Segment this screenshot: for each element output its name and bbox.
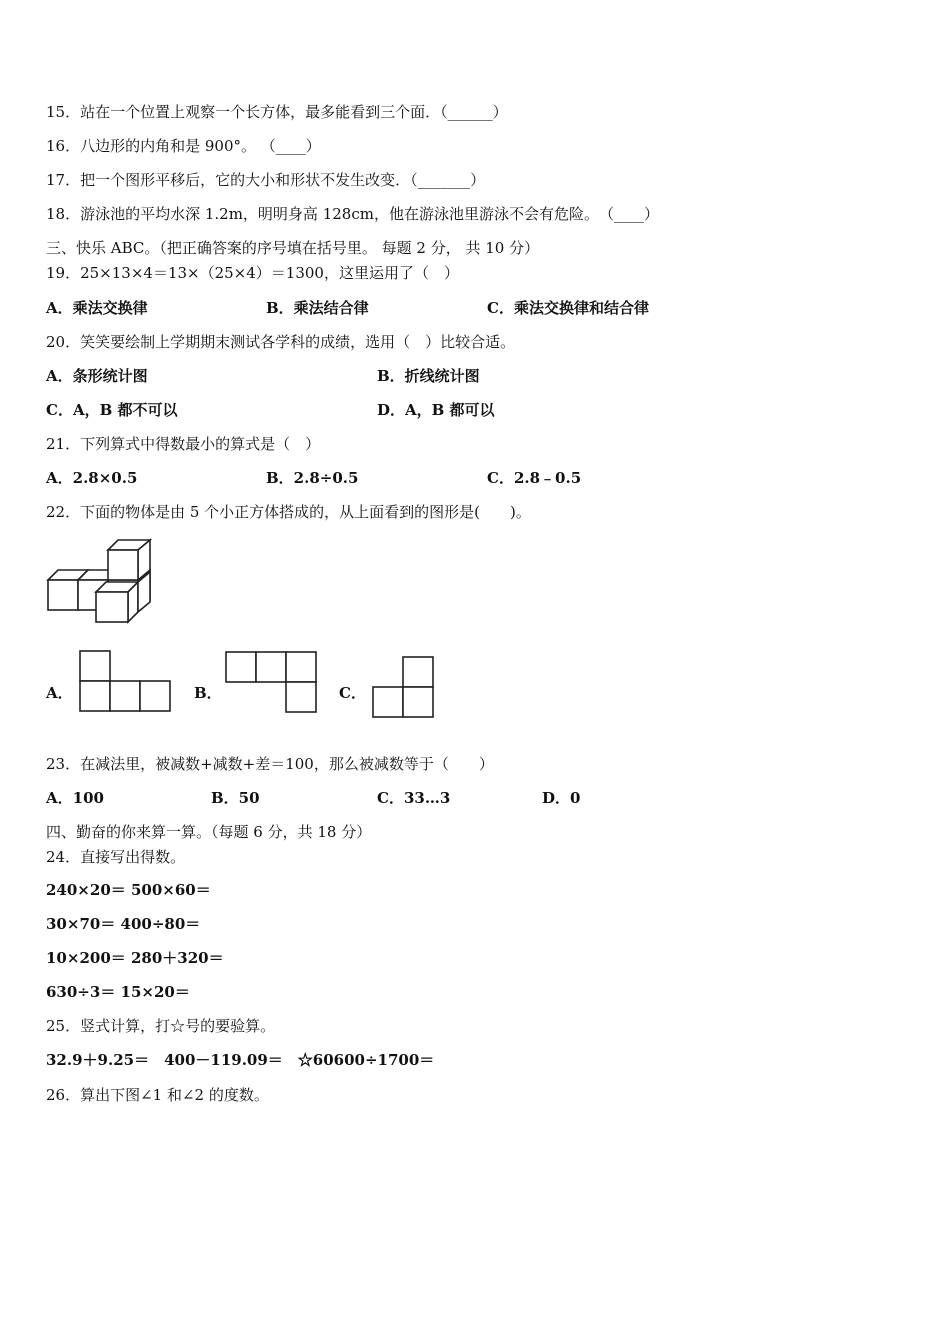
question-22-option-b-figure <box>225 651 317 713</box>
cube-structure-figure <box>46 536 156 626</box>
question-19-option-b: B．乘法结合律 <box>266 299 369 317</box>
question-24-row: 630÷3＝ 15×20＝ <box>46 983 190 1001</box>
question-19-stem: 19．25×13×4＝13×（25×4）＝1300，这里运用了（ ） <box>46 264 459 282</box>
question-24-row: 240×20＝ 500×60＝ <box>46 881 211 899</box>
question-22-stem: 22．下面的物体是由 5 个小正方体搭成的，从上面看到的图形是( )。 <box>46 503 531 521</box>
question-20-option-b: B．折线统计图 <box>377 367 480 385</box>
question-24-stem: 24．直接写出得数。 <box>46 848 186 866</box>
question-22-option-c-figure <box>372 656 434 718</box>
question-20-stem: 20．笑笑要绘制上学期期末测试各学科的成绩，选用（ ）比较合适。 <box>46 333 516 351</box>
question-23-stem: 23．在减法里，被减数+减数+差＝100，那么被减数等于（ ） <box>46 755 494 773</box>
question-18: 18．游泳池的平均水深 1.2m，明明身高 128cm，他在游泳池里游泳不会有危险。 （____） <box>46 205 659 223</box>
question-22-option-c-label: C． <box>339 684 366 702</box>
question-25-row: 32.9＋9.25＝ 400－119.09＝ ☆60600÷1700＝ <box>46 1051 435 1069</box>
question-15: 15．站在一个位置上观察一个长方体，最多能看到三个面．（______） <box>46 103 508 121</box>
question-17: 17．把一个图形平移后，它的大小和形状不发生改变．（_______） <box>46 171 486 189</box>
question-24-row: 10×200＝ 280＋320＝ <box>46 949 224 967</box>
question-21-option-c: C．2.8﹣0.5 <box>487 469 582 487</box>
question-22-option-a-label: A． <box>46 684 73 702</box>
section-4-heading: 四、勤奋的你来算一算。（每题 6 分，共 18 分） <box>46 823 372 841</box>
question-22-option-a-figure <box>79 650 171 712</box>
question-24-row: 30×70＝ 400÷80＝ <box>46 915 201 933</box>
question-23-option-c: C．33…3 <box>377 789 451 807</box>
question-23-option-b: B．50 <box>211 789 260 807</box>
question-26: 26．算出下图∠1 和∠2 的度数。 <box>46 1086 269 1104</box>
question-21-option-a: A．2.8×0.5 <box>46 469 138 487</box>
question-16: 16．八边形的内角和是 900°。 （____） <box>46 137 321 155</box>
question-20-option-c: C．A，B 都不可以 <box>46 401 178 419</box>
question-25-stem: 25．竖式计算，打☆号的要验算。 <box>46 1017 276 1035</box>
question-23-option-d: D．0 <box>542 789 581 807</box>
question-21-option-b: B．2.8÷0.5 <box>266 469 359 487</box>
section-3-heading: 三、快乐 ABC。（把正确答案的序号填在括号里。 每题 2 分， 共 10 分） <box>46 239 540 257</box>
question-20-option-d: D．A，B 都可以 <box>377 401 495 419</box>
question-23-option-a: A．100 <box>46 789 104 807</box>
question-19-option-a: A．乘法交换律 <box>46 299 148 317</box>
question-19-option-c: C．乘法交换律和结合律 <box>487 299 649 317</box>
question-20-option-a: A．条形统计图 <box>46 367 148 385</box>
question-21-stem: 21．下列算式中得数最小的算式是（ ） <box>46 435 321 453</box>
question-22-option-b-label: B． <box>194 684 222 702</box>
